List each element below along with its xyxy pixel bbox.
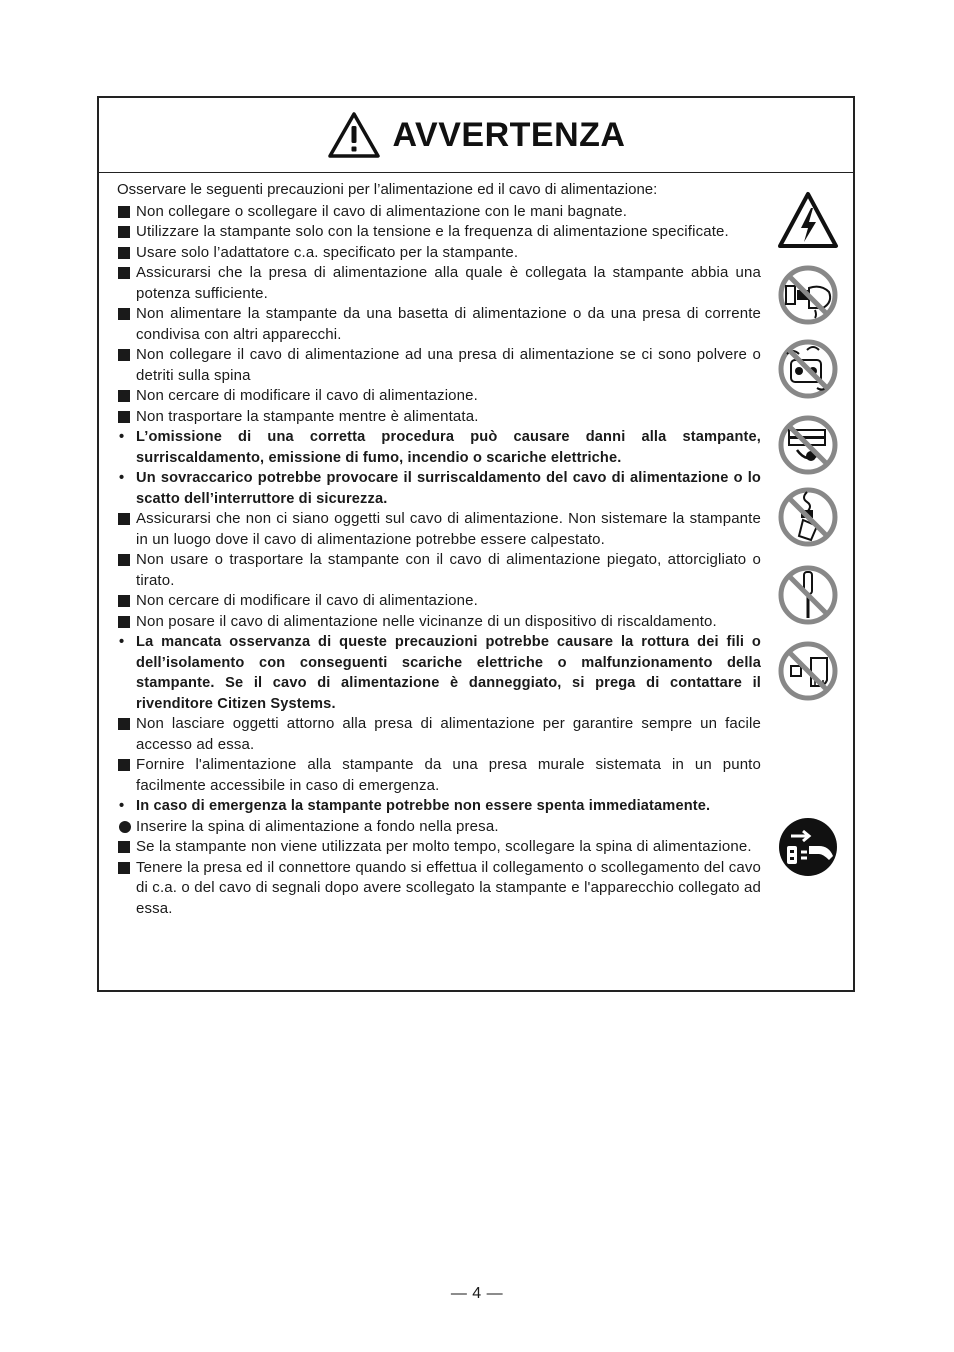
warning-title: AVVERTENZA: [392, 115, 626, 154]
list-item: [117, 591, 761, 612]
list-item: [117, 407, 761, 428]
list-item: [117, 222, 761, 243]
intro-text: Osservare le seguenti precauzioni per l’alimentazione ed il cavo di alimentazione:: [117, 181, 658, 198]
list-item-text: L’omissione di una corretta procedura può causare danni alla stampante, surriscaldamento, emissione di fumo, incendio o scariche elettriche.: [136, 429, 761, 466]
list-item: [117, 612, 761, 633]
electric-shock-warning-icon: [777, 190, 839, 252]
no-pulling-cord-icon: [777, 486, 839, 548]
list-item-text: Non usare o trasportare la stampante con il cavo di alimentazione piegato, attorcigliato o tirato.: [136, 551, 761, 589]
list-item: [117, 509, 761, 550]
list-item-text: Tenere la presa ed il connettore quando si effettua il collegamento o scollegamento del cavo di c.a. o del cavo di segnali dopo avere scollegato la stampante e l'apparecchio collegato ad essa.: [136, 858, 761, 917]
list-item-text: Non cercare di modificare il cavo di alimentazione.: [136, 592, 478, 609]
precaution-list: [117, 202, 761, 920]
list-item-text: La mancata osservanza di queste precauzioni potrebbe causare la rottura dei fili o dell’isolamento con conseguenti scariche elettriche o malfunzionamento della stampante. Se il cavo di alimentazione è danneggiato, si prega di contattare il rivenditore Citizen Systems.: [136, 634, 761, 712]
list-item: [117, 202, 761, 223]
list-item: [117, 345, 761, 386]
list-item-text: Un sovraccarico potrebbe provocare il surriscaldamento del cavo di alimentazione o lo scatto dell’interruttore di sicurezza.: [136, 470, 761, 507]
no-wet-hands-icon: [777, 264, 839, 326]
no-touching-icon: [777, 640, 839, 702]
list-item-text: Non collegare o scollegare il cavo di alimentazione con le mani bagnate.: [136, 202, 628, 220]
list-item-text: Non lasciare oggetti attorno alla presa di alimentazione per garantire sempre un facile accesso ad essa.: [136, 715, 761, 753]
list-item: [117, 386, 761, 407]
warning-box: [97, 96, 855, 992]
no-overloaded-outlet-icon: [777, 338, 839, 400]
list-item: [117, 427, 761, 468]
list-item-text: Utilizzare la stampante solo con la tensione e la frequenza di alimentazione specificate.: [136, 223, 729, 240]
list-item-text: Non alimentare la stampante da una basetta di alimentazione o da una presa di corrente condivisa con altri apparecchi.: [136, 305, 761, 343]
list-item: [117, 755, 761, 796]
list-item-text: Inserire la spina di alimentazione a fondo nella presa.: [136, 817, 499, 835]
list-item: [117, 468, 761, 509]
list-item: [117, 714, 761, 755]
list-item-text: Se la stampante non viene utilizzata per molto tempo, scollegare la spina di alimentazione.: [136, 838, 752, 855]
warning-content: [117, 180, 761, 919]
list-item: [117, 550, 761, 591]
warning-header: [99, 98, 853, 173]
list-item-text: Non posare il cavo di alimentazione nelle vicinanze di un dispositivo di riscaldamento.: [136, 612, 717, 630]
list-item-text: Non cercare di modificare il cavo di alimentazione.: [136, 387, 478, 404]
list-item: [117, 243, 761, 264]
no-disassembly-icon: [777, 564, 839, 626]
list-item-text: Usare solo l’adattatore c.a. specificato per la stampante.: [136, 243, 519, 261]
list-item: [117, 858, 761, 920]
list-item: [117, 263, 761, 304]
list-item-text: In caso di emergenza la stampante potrebbe non essere spenta immediatamente.: [136, 798, 711, 814]
list-item-text: Non collegare il cavo di alimentazione ad una presa di alimentazione se ci sono polvere o detriti sulla spina: [136, 346, 761, 384]
list-item: [117, 817, 761, 838]
list-item-text: Assicurarsi che non ci siano oggetti sul cavo di alimentazione. Non sistemare la stampante in un luogo dove il cavo di alimentazione potrebbe essere calpestato.: [136, 510, 761, 548]
unplug-icon: [777, 816, 839, 878]
list-item: [117, 837, 761, 858]
list-item-text: Fornire l'alimentazione alla stampante da una presa murale sistemata in un punto facilmente accessibile in caso di emergenza.: [136, 756, 761, 794]
list-item: [117, 796, 761, 817]
list-item: [117, 304, 761, 345]
no-heavy-object-on-cord-icon: [777, 414, 839, 476]
list-item: [117, 632, 761, 714]
list-item-text: Assicurarsi che la presa di alimentazione alla quale è collegata la stampante abbia una potenza sufficiente.: [136, 264, 761, 302]
warning-triangle-icon: [327, 111, 381, 159]
page-number: — 4 —: [450, 1285, 504, 1302]
list-item-text: Non trasportare la stampante mentre è alimentata.: [136, 407, 479, 425]
